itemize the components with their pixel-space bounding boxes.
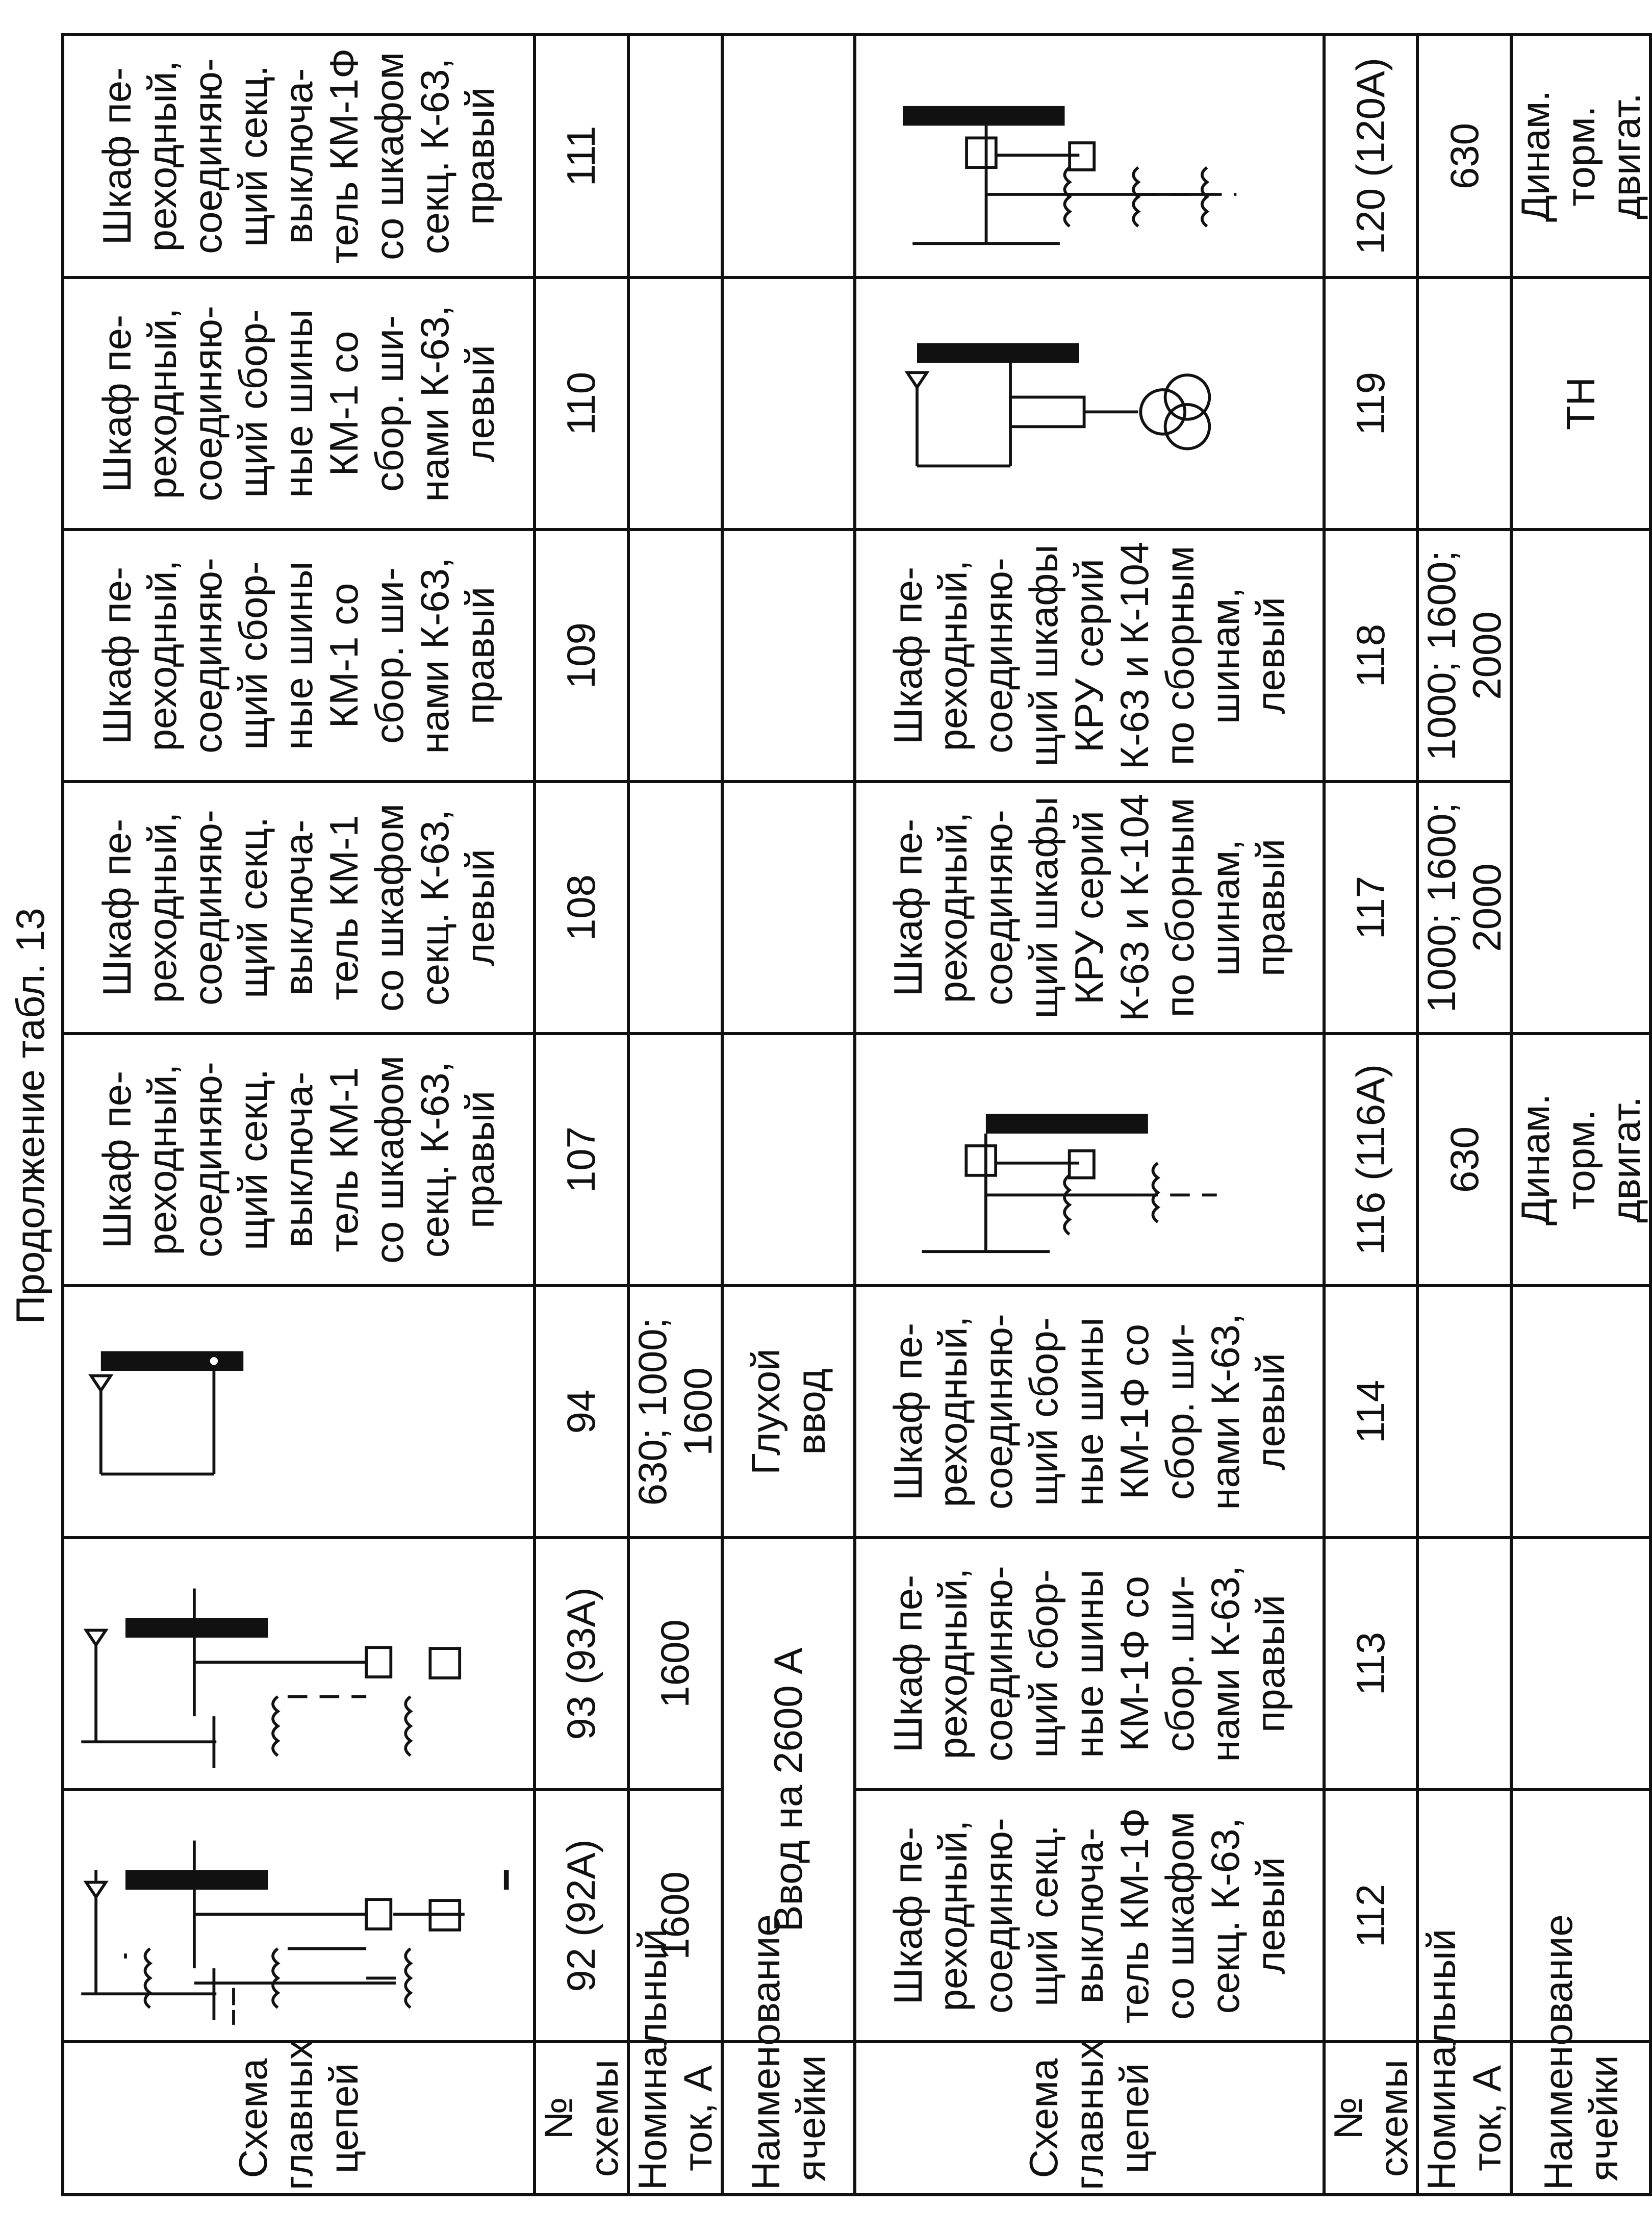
- block2-schema-row: [855, 35, 1324, 2195]
- label-current: Номинальный ток, А: [628, 2042, 722, 2195]
- name-94: Глухой ввод: [722, 1286, 855, 1538]
- label-current-2: Номинальный ток, А: [1417, 2042, 1511, 2195]
- block1-number-row: [535, 35, 628, 2195]
- current-108: [628, 782, 722, 1034]
- number-111: 111: [535, 35, 628, 278]
- number-109: 109: [535, 530, 628, 782]
- name-109: [722, 530, 855, 782]
- name-114: [1511, 1286, 1650, 1538]
- number-114: 114: [1324, 1286, 1418, 1538]
- label-name: Наименование ячейки: [722, 2042, 855, 2195]
- label-schema-2: Схема главных цепей: [855, 2042, 1324, 2195]
- name-110: [722, 278, 855, 530]
- schematic-94-drawing: [71, 1290, 526, 1533]
- number-113: 113: [1324, 1538, 1418, 1790]
- name-113: [1511, 1538, 1650, 1790]
- name-117-118: [1511, 530, 1650, 1034]
- schematic-119: [855, 278, 1324, 530]
- number-92: 92 (92А): [535, 1790, 628, 2042]
- number-117: 117: [1324, 782, 1418, 1034]
- number-118: 118: [1324, 530, 1418, 782]
- schematic-93: [63, 1538, 535, 1790]
- schematic-93-drawing: [71, 1542, 526, 1785]
- label-schema: Схема главных цепей: [63, 2042, 535, 2195]
- block1-schema-row: [63, 35, 535, 2195]
- schematic-120-drawing: [863, 39, 1315, 273]
- number-120: 120 (120А): [1324, 35, 1418, 278]
- current-94: 630; 1000; 1600: [628, 1286, 722, 1538]
- current-111: [628, 35, 722, 278]
- current-120: 630: [1417, 35, 1511, 278]
- label-name-2: Наименование ячейки: [1511, 2042, 1650, 2195]
- block2-name-row: [1511, 35, 1650, 2195]
- block1-desc-109: Шкаф пе- реходный, соединяю- щий сбор- ные шины КМ-1 со сбор. ши- нами К-63, правый: [63, 530, 535, 782]
- schematic-116-drawing: [863, 1038, 1315, 1281]
- block1-desc-108: Шкаф пе- реходный, соединяю- щий секц. выключа- тель КМ-1 со шкафом секц. К-63, левый: [63, 782, 535, 1034]
- schematic-92-drawing: [71, 1794, 526, 2037]
- schematic-120: [855, 35, 1324, 278]
- schematic-94: [63, 1286, 535, 1538]
- block2-desc-114: Шкаф пе- реходный, соединяю- щий сбор- ные шины КМ-1Ф со сбор. ши- нами К-63, левый: [855, 1286, 1324, 1538]
- current-116: 630: [1417, 1034, 1511, 1286]
- schematic-119-drawing: [863, 282, 1315, 525]
- label-number-2: № схемы: [1324, 2042, 1418, 2195]
- block2-desc-112: Шкаф пе- реходный, соединяю- щий секц. выключа- тель КМ-1Ф со шкафом секц. К-63, левый: [855, 1790, 1324, 2042]
- number-116: 116 (116А): [1324, 1034, 1418, 1286]
- number-93: 93 (93А): [535, 1538, 628, 1790]
- current-92: 1600: [628, 1790, 722, 2042]
- current-107: [628, 1034, 722, 1286]
- block1-desc-107: Шкаф пе- реходный, соединяю- щий секц. выключа- тель КМ-1 со шкафом секц. К-63, правый: [63, 1034, 535, 1286]
- name-111: [722, 35, 855, 278]
- block1-desc-111: Шкаф пе- реходный, соединяю- щий секц. выключа- тель КМ-1Ф со шкафом секц. К-63, правый: [63, 35, 535, 278]
- name-112: [1511, 1790, 1650, 2042]
- name-107: [722, 1034, 855, 1286]
- name-120: Динам. торм. двигат.: [1511, 35, 1650, 278]
- current-113: [1417, 1538, 1511, 1790]
- current-93: 1600: [628, 1538, 722, 1790]
- block1-current-row: [628, 35, 722, 2195]
- scheme-table: [61, 33, 1652, 2196]
- schematic-92: [63, 1790, 535, 2042]
- number-107: 107: [535, 1034, 628, 1286]
- block2-desc-113: Шкаф пе- реходный, соединяю- щий сбор- ные шины КМ-1Ф со сбор. ши- нами К-63, правый: [855, 1538, 1324, 1790]
- schematic-116: [855, 1034, 1324, 1286]
- current-114: [1417, 1286, 1511, 1538]
- number-108: 108: [535, 782, 628, 1034]
- block2-current-row: [1417, 35, 1511, 2195]
- block2-desc-118: Шкаф пе- реходный, соединяю- щий шкафы КРУ серий К-63 и К-104 по сборным шинам, левый: [855, 530, 1324, 782]
- current-119: [1417, 278, 1511, 530]
- current-117: 1000; 1600; 2000: [1417, 782, 1511, 1034]
- current-118: 1000; 1600; 2000: [1417, 530, 1511, 782]
- number-112: 112: [1324, 1790, 1418, 2042]
- current-110: [628, 278, 722, 530]
- block1-name-row: [722, 35, 855, 2195]
- block2-desc-117: Шкаф пе- реходный, соединяю- щий шкафы КРУ серий К-63 и К-104 по сборным шинам, правый: [855, 782, 1324, 1034]
- table-caption: Продолжение табл. 13: [8, 908, 53, 1324]
- name-108: [722, 782, 855, 1034]
- current-109: [628, 530, 722, 782]
- number-110: 110: [535, 278, 628, 530]
- label-number: № схемы: [535, 2042, 628, 2195]
- block2-number-row: [1324, 35, 1418, 2195]
- name-116: Динам. торм. двигат.: [1511, 1034, 1650, 1286]
- number-119: 119: [1324, 278, 1418, 530]
- number-94: 94: [535, 1286, 628, 1538]
- name-119: ТН: [1511, 278, 1650, 530]
- block1-desc-110: Шкаф пе- реходный, соединяю- щий сбор- ные шины КМ-1 со сбор. ши- нами К-63, левый: [63, 278, 535, 530]
- name-92-93: Ввод на 2600 А: [722, 1538, 855, 2042]
